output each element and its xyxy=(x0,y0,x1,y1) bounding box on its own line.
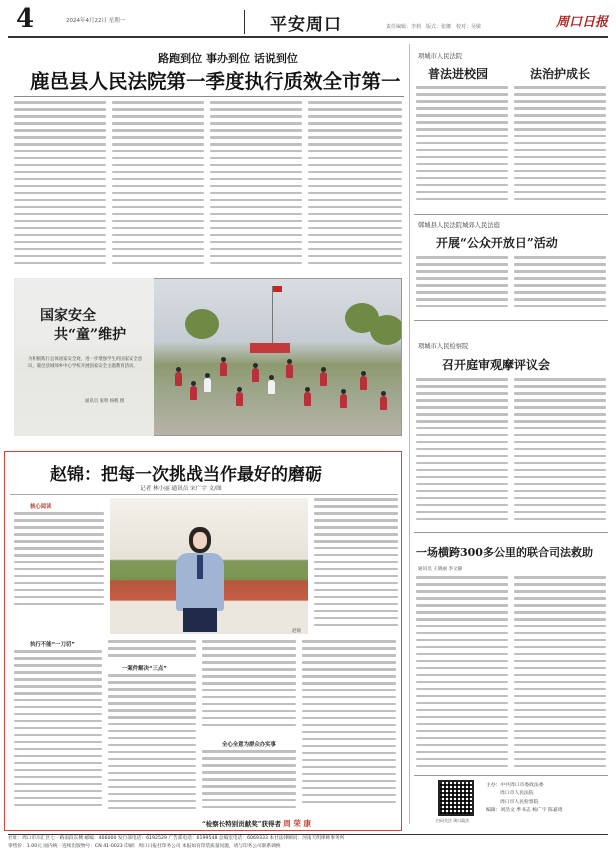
student-figure xyxy=(360,376,367,390)
info-box xyxy=(486,782,563,816)
feature-subhead-2: 执行不能“一刀切” xyxy=(30,642,75,648)
story1-body-col-2 xyxy=(514,86,606,210)
lead-body-col-1 xyxy=(14,101,106,273)
story2-source: 郸城县人民法院城郊人民法庭 xyxy=(418,222,500,229)
student-figure xyxy=(220,362,227,376)
lead-divider xyxy=(14,96,404,97)
portrait-caption: 赵锦 xyxy=(292,629,301,634)
story3-title: 召开庭审观摩评议会 xyxy=(442,358,551,372)
student-figure xyxy=(340,394,347,408)
footer-publishing: 零售价：1.00元 国内统一连续出版物号：CN 41-0023 印刷：周口日报社印务公司 本报如有印装质量问题，请与印务公司联系调换 xyxy=(8,844,281,849)
student-figure xyxy=(204,378,211,392)
student-figure xyxy=(304,392,311,406)
photo-title-line-1: 国家安全 xyxy=(40,308,96,324)
info-editors: 编辑：刘浩文 季书志 杨广宇 陈嘉琦 xyxy=(486,808,563,814)
story2-body-col-2 xyxy=(514,256,606,316)
award-line xyxy=(202,818,382,828)
award-prefix: “检察长特别贡献奖”获得者 xyxy=(202,820,281,828)
tree-shape xyxy=(185,309,219,339)
story2-body-col-1 xyxy=(416,256,508,316)
photo-story-title xyxy=(40,307,126,345)
story4-title: 一场横跨300多公里的联合司法救助 xyxy=(416,546,593,559)
student-figure xyxy=(190,386,197,400)
editor-credits: 责任编辑：李莉 版式：张娜 校对：吴敏 xyxy=(386,24,482,30)
story-divider xyxy=(414,532,608,533)
feature-subhead-4: 全心全意为群众办实事 xyxy=(222,742,276,748)
photo-caption: 为积极践行总体国家安全观，进一步增强学生的国家安全意识，鹿邑县城郊乡中心学校开展国家安全主题教育活动。 xyxy=(28,357,143,369)
story4-body-col-2 xyxy=(514,576,606,772)
feature-body-col-4 xyxy=(302,640,396,812)
header-divider xyxy=(244,10,245,34)
info-organizer: 主办：中共周口市委政法委 xyxy=(486,783,544,788)
lead-body-col-3 xyxy=(210,101,302,273)
story1-source: 项城市人民法院 xyxy=(418,53,463,60)
story-divider xyxy=(414,214,608,215)
feature-body-col-3 xyxy=(202,640,296,736)
student-figure xyxy=(252,368,259,382)
feature-body-col-1 xyxy=(14,650,102,814)
feature-byline: 记者 林小丽 通讯员 宋广宇 文/图 xyxy=(140,486,222,492)
student-figure xyxy=(286,364,293,378)
award-recipient: 周 荣 康 xyxy=(283,819,311,828)
issue-date: 2024年4月22日 星期一 xyxy=(66,18,126,24)
feature-body-right xyxy=(314,498,398,634)
stage-banner xyxy=(250,343,290,353)
story1-body-col-1 xyxy=(416,86,508,210)
page-header xyxy=(8,4,608,38)
lead-body-col-2 xyxy=(112,101,204,273)
story4-byline: 通讯员 王晓丽 李文静 xyxy=(418,567,463,572)
page-number: 4 xyxy=(16,4,35,34)
qr-caption: 扫码关注 周口政法 xyxy=(436,818,470,823)
person-skirt xyxy=(183,608,217,632)
student-figure xyxy=(320,372,327,386)
newspaper-logo: 周口日报 xyxy=(556,15,609,30)
info-divider xyxy=(414,775,608,776)
lead-kicker: 路跑到位 事办到位 话说到位 xyxy=(158,52,298,65)
story1-title-left: 普法进校园 xyxy=(428,67,489,81)
feature-intro xyxy=(14,512,104,612)
feature-subhead-3: 一案件解决“三点” xyxy=(122,666,167,672)
feature-subhead-core: 核心阅读 xyxy=(30,504,52,510)
page-footer xyxy=(8,834,608,851)
column-divider xyxy=(409,44,410,824)
story3-body-col-2 xyxy=(514,378,606,528)
student-figure xyxy=(380,396,387,410)
feature-headline: 赵锦：把每一次挑战当作最好的磨砺 xyxy=(50,465,322,485)
story-divider xyxy=(414,320,608,321)
story3-source: 项城市人民检察院 xyxy=(418,343,469,350)
section-title: 平安周口 xyxy=(270,15,342,35)
feature-divider xyxy=(10,494,398,495)
lead-body-col-4 xyxy=(308,101,402,273)
flag-pole xyxy=(272,286,273,344)
feature-body-col-3b xyxy=(202,750,296,812)
student-figure xyxy=(175,372,182,386)
feature-body-col-2b xyxy=(108,674,196,814)
story3-body-col-1 xyxy=(416,378,508,528)
info-procuratorate: 周口市人民检察院 xyxy=(500,799,539,805)
student-figure xyxy=(236,392,243,406)
story1-title-right: 法治护成长 xyxy=(530,67,591,81)
info-court: 周口市人民法院 xyxy=(500,791,534,797)
footer-address: 社址：周口市川汇区七一路南段东侧 邮编：466000 发行部电话：6192529 广告部电话：6199548 总编室电话：6069333 本社法律顾问：河南天明律师事务所 xyxy=(8,836,345,841)
lead-headline: 鹿邑县人民法院第一季度执行质效全市第一 xyxy=(30,70,401,93)
tree-shape xyxy=(370,315,402,345)
story4-body-col-1 xyxy=(416,576,508,772)
person-tie xyxy=(197,555,203,579)
photo-credit: 通讯员 张明 杨帆 摄 xyxy=(85,399,125,404)
qr-code-icon xyxy=(438,780,474,816)
photo-title-line-2: 共“童”维护 xyxy=(54,327,127,343)
person-face xyxy=(193,532,207,549)
story2-title: 开展“公众开放日”活动 xyxy=(436,236,558,250)
feature-body-col-2 xyxy=(108,640,196,660)
student-figure xyxy=(268,380,275,394)
